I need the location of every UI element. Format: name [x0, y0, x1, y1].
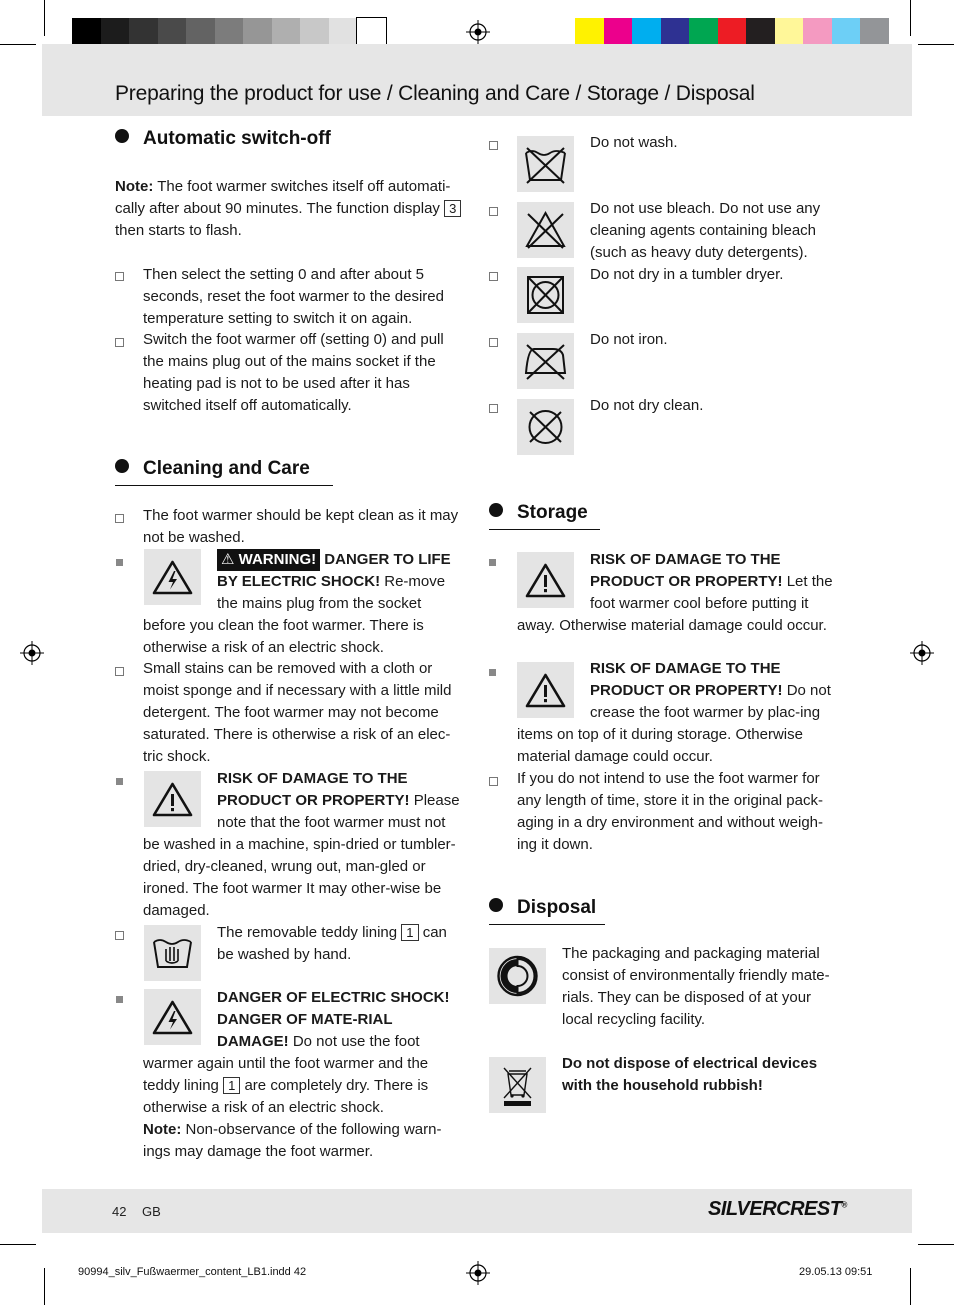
checkbox-bullet-icon — [115, 667, 124, 676]
do-not-iron-icon — [517, 333, 574, 389]
language-code: GB — [142, 1204, 161, 1219]
square-bullet-icon — [489, 669, 496, 676]
color-swatch — [272, 18, 301, 46]
color-swatch — [775, 18, 804, 46]
square-bullet-icon — [489, 559, 496, 566]
registration-mark-icon — [20, 641, 44, 665]
checkbox-bullet-icon — [489, 338, 498, 347]
weee-text: Do not dispose of electrical devices with the household rubbish! — [562, 1055, 818, 1094]
do-not-bleach-icon — [517, 202, 574, 258]
color-swatch — [718, 18, 747, 46]
do-not-tumble-dry-icon — [517, 267, 574, 323]
symbol-do-not-wash: Do not wash. — [590, 134, 678, 151]
care-warning-2: RISK OF DAMAGE TO THE PRODUCT OR PROPERTY! Please note that the foot warmer must not be washed in a machine, spin-dried or tumbler-dried, dry-cleaned, wrung out, man-gled or ironed. The foot warmer It may other-wise be damaged. — [143, 770, 460, 919]
checkbox-bullet-icon — [115, 338, 124, 347]
do-not-dry-clean-icon — [517, 399, 574, 455]
color-swatch — [860, 18, 889, 46]
checkbox-bullet-icon — [489, 207, 498, 216]
crop-mark — [918, 44, 954, 45]
color-swatch — [186, 18, 215, 46]
ref-number-3: 3 — [444, 200, 461, 217]
color-swatch — [575, 18, 604, 46]
color-swatch — [215, 18, 244, 46]
color-swatch — [661, 18, 690, 46]
ref-number-1: 1 — [401, 924, 418, 941]
hand-wash-icon — [144, 925, 201, 981]
auto-note: Note: The foot warmer switches itself off automati-cally after about 90 minutes. The function display 3 then starts to flash. — [115, 176, 465, 242]
crop-mark — [918, 1244, 954, 1245]
registration-mark-icon — [466, 1261, 490, 1285]
color-swatch — [689, 18, 718, 46]
symbol-do-not-bleach: Do not use bleach. Do not use any cleaning agents containing bleach (such as heavy duty detergents). — [590, 200, 821, 261]
color-swatch — [632, 18, 661, 46]
crop-mark — [0, 1244, 36, 1245]
heading-disposal: Disposal — [489, 897, 596, 919]
color-swatch — [746, 18, 775, 46]
file-slug: 90994_silv_Fußwaermer_content_LB1.indd 42 — [78, 1266, 307, 1278]
weee-crossed-bin-icon — [489, 1057, 546, 1113]
storage-warning-2: RISK OF DAMAGE TO THE PRODUCT OR PROPERTY! Do not crease the foot warmer by plac-ing items on top of it during storage. Otherwise material damage could occur. — [517, 660, 831, 765]
color-swatch — [129, 18, 158, 46]
bullet-dot-icon — [115, 459, 129, 473]
color-swatch — [101, 18, 130, 46]
checkbox-bullet-icon — [489, 404, 498, 413]
crop-mark — [44, 0, 45, 36]
color-swatch — [832, 18, 861, 46]
care-item-2: Small stains can be removed with a cloth or moist sponge and if necessary with a little mild detergent. The foot warmer may not become saturated. There is otherwise a risk of an elec-tric shock. — [143, 660, 452, 765]
checkbox-bullet-icon — [115, 931, 124, 940]
checkbox-bullet-icon — [115, 514, 124, 523]
bullet-dot-icon — [489, 898, 503, 912]
crop-mark — [910, 1268, 911, 1305]
color-swatch — [803, 18, 832, 46]
heading-underline — [489, 924, 605, 925]
heading-underline — [115, 485, 333, 486]
checkbox-bullet-icon — [489, 272, 498, 281]
color-swatch — [329, 18, 358, 46]
checkbox-bullet-icon — [115, 272, 124, 281]
bullet-dot-icon — [489, 503, 503, 517]
auto-item-2: Switch the foot warmer off (setting 0) and pull the mains plug out of the mains socket if the heating pad is not to be used after it has switched itself off automatically. — [143, 331, 444, 414]
registration-mark-icon — [466, 20, 490, 44]
page-title: Preparing the product for use / Cleaning and Care / Storage / Disposal — [115, 82, 755, 105]
care-item-3: The removable teddy lining 1 can be washed by hand. — [217, 924, 447, 963]
symbol-do-not-tumble-dry: Do not dry in a tumbler dryer. — [590, 266, 784, 283]
heading-underline — [489, 529, 600, 530]
warning-badge: ⚠ WARNING! — [217, 549, 320, 571]
page-number: 42 — [112, 1204, 127, 1219]
crop-mark — [0, 44, 36, 45]
square-bullet-icon — [116, 778, 123, 785]
green-dot-recycling-icon — [489, 948, 546, 1004]
symbol-do-not-iron: Do not iron. — [590, 331, 668, 348]
crop-mark — [44, 1268, 45, 1305]
care-warning-1: ⚠ WARNING! DANGER TO LIFE BY ELECTRIC SHOCK! Re-move the mains plug from the socket before you clean the foot warmer. There is otherwise a risk of an electric shock. — [143, 551, 451, 656]
color-swatch — [357, 18, 386, 46]
storage-warning-1: RISK OF DAMAGE TO THE PRODUCT OR PROPERTY! Let the foot warmer cool before putting it away. Otherwise material damage could occur. — [517, 551, 833, 634]
symbol-do-not-dry-clean: Do not dry clean. — [590, 397, 704, 414]
date-slug: 29.05.13 09:51 — [799, 1266, 873, 1278]
disposal-text: The packaging and packaging material consist of environmentally friendly mate-rials. They can be disposed of at your local recycling facility. — [562, 945, 830, 1028]
square-bullet-icon — [116, 996, 123, 1003]
storage-item: If you do not intend to use the foot warmer for any length of time, store it in the original pack-aging in a dry environment and without weigh-ing it down. — [517, 770, 824, 853]
checkbox-bullet-icon — [489, 141, 498, 150]
registration-mark-icon — [910, 641, 934, 665]
care-item-1: The foot warmer should be kept clean as it may not be washed. — [143, 507, 459, 546]
care-warning-3: DANGER OF ELECTRIC SHOCK! DANGER OF MATE-RIAL DAMAGE! Do not use the foot warmer again until the foot warmer and the teddy lining 1 are completely dry. There is otherwise a risk of an electric shock. Note: Non-observance of the following warn-ings may damage the foot warmer. — [143, 989, 450, 1160]
crop-mark — [910, 0, 911, 36]
ref-number-1: 1 — [223, 1077, 240, 1094]
do-not-wash-icon — [517, 136, 574, 192]
heading-automatic-switch-off: Automatic switch-off — [115, 128, 331, 150]
silvercrest-logo: SILVERCREST® — [708, 1198, 847, 1220]
color-swatch — [300, 18, 329, 46]
heading-cleaning-and-care: Cleaning and Care — [115, 458, 310, 480]
color-swatch — [243, 18, 272, 46]
color-swatch — [72, 18, 101, 46]
bullet-dot-icon — [115, 129, 129, 143]
auto-item-1: Then select the setting 0 and after about 5 seconds, reset the foot warmer to the desired temperature setting to switch it on again. — [143, 266, 444, 327]
color-swatch — [158, 18, 187, 46]
color-swatch — [604, 18, 633, 46]
checkbox-bullet-icon — [489, 777, 498, 786]
square-bullet-icon — [116, 559, 123, 566]
heading-storage: Storage — [489, 502, 588, 524]
